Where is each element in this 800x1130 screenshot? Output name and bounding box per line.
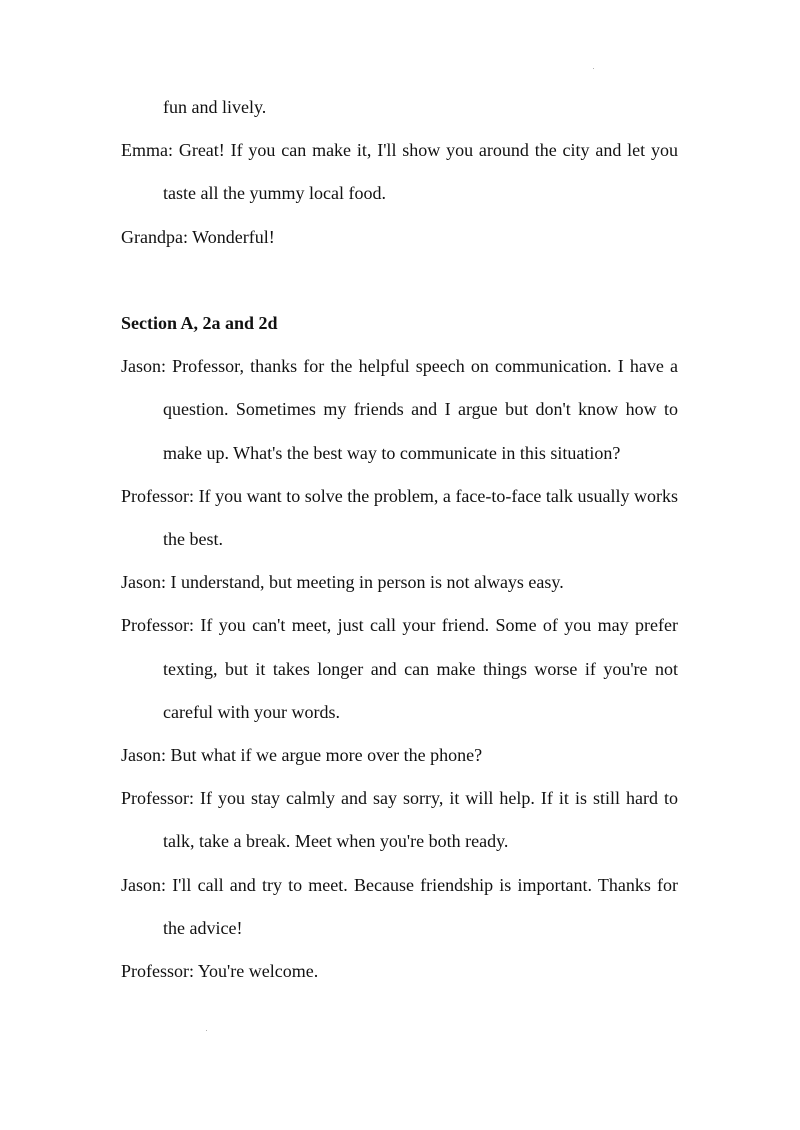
line-text: Great! If you can make it, I'll show you around the city and let you taste all the yummy local food. (163, 140, 678, 204)
dialogue-line-jason (121, 864, 678, 950)
speaker-label: Professor: (121, 615, 194, 636)
dialogue-line-jason (121, 734, 678, 777)
speaker-label: Emma: (121, 140, 173, 161)
speaker-label: Professor: (121, 788, 194, 809)
scan-speck (206, 1030, 207, 1031)
speaker-label: Professor: (121, 485, 194, 506)
dialogue-line-professor (121, 604, 678, 734)
scan-speck (593, 68, 594, 69)
line-text: I'll call and try to meet. Because friendship is important. Thanks for the advice! (163, 874, 678, 938)
speaker-label: Jason: (121, 874, 166, 895)
section-heading: Section A, 2a and 2d (121, 313, 278, 333)
speaker-label: Grandpa: (121, 226, 188, 247)
dialogue-line-jason (121, 345, 678, 475)
dialogue-line-professor (121, 475, 678, 561)
speaker-label: Jason: (121, 356, 166, 377)
section-gap (121, 259, 678, 302)
line-text: I understand, but meeting in person is not always easy. (170, 572, 564, 593)
dialogue-line-professor (121, 950, 678, 993)
line-text: If you stay calmly and say sorry, it will help. If it is still hard to talk, take a break. Meet when you're both ready. (163, 788, 678, 852)
dialogue-line-professor (121, 777, 678, 863)
line-text: fun and lively. (163, 97, 267, 117)
dialogue-line-jason (121, 561, 678, 604)
dialogue-line-emma (121, 129, 678, 215)
line-text: Professor, thanks for the helpful speech on communication. I have a question. Sometimes my friends and I argue but don't know how to make up. What's the best way to communicate in this situation? (163, 356, 678, 463)
speaker-label: Jason: (121, 572, 166, 593)
line-text: You're welcome. (197, 961, 319, 982)
document-body (121, 86, 678, 993)
speaker-label: Professor: (121, 961, 194, 982)
dialogue-line-grandpa (121, 216, 678, 259)
line-text: But what if we argue more over the phone? (170, 745, 483, 766)
line-text: If you can't meet, just call your friend. Some of you may prefer texting, but it takes longer and can make things worse if you're not careful with your words. (163, 615, 679, 722)
dialogue-line-continuation (121, 86, 678, 129)
line-text: Wonderful! (192, 226, 275, 247)
line-text: If you want to solve the problem, a face-to-face talk usually works the best. (163, 485, 679, 550)
speaker-label: Jason: (121, 745, 166, 766)
